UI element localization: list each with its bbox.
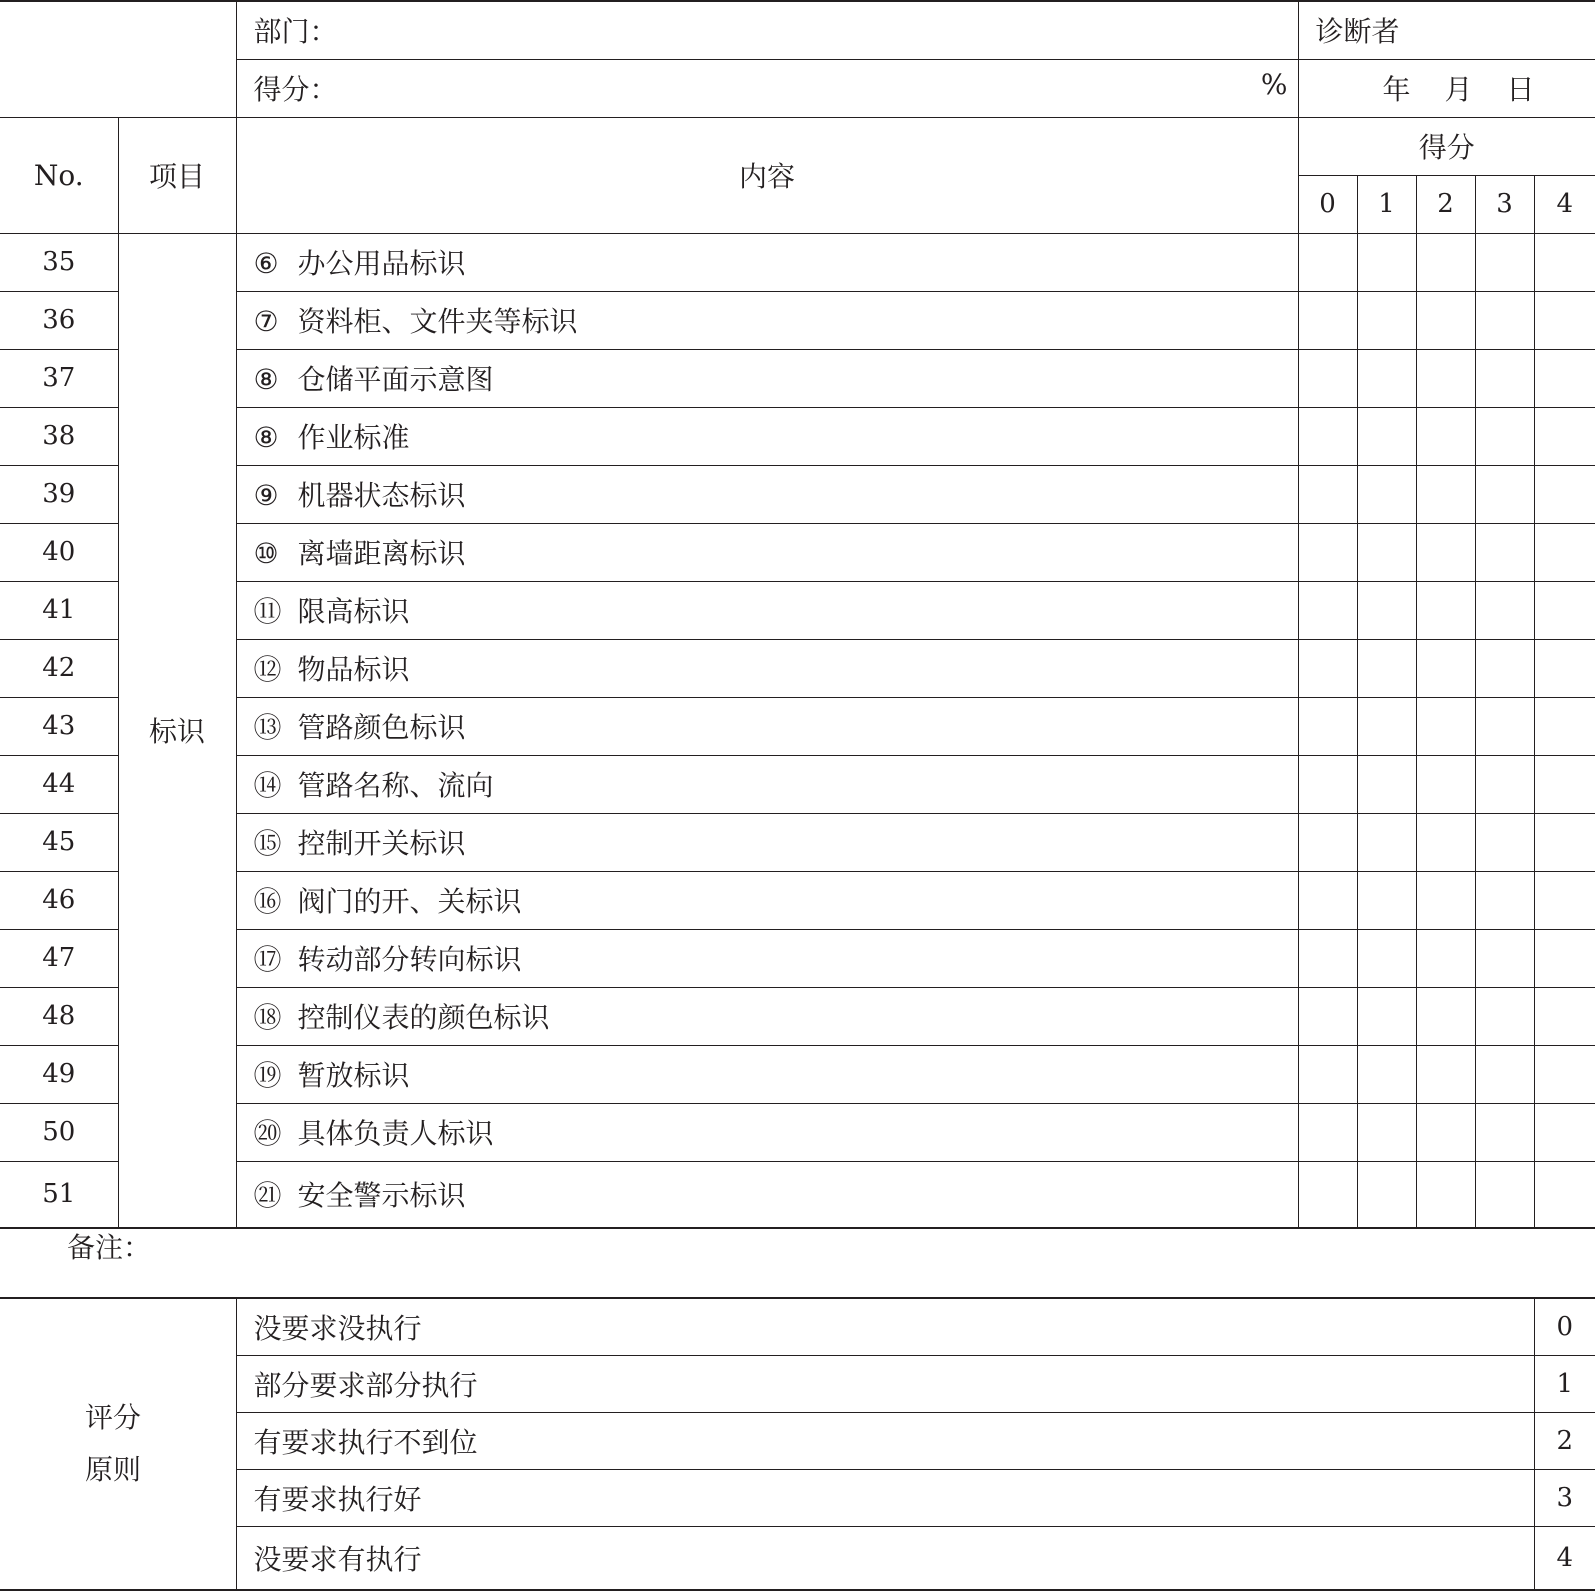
no-column-header: No. [0,117,118,233]
score-cell-3[interactable] [1475,233,1534,291]
score-cell-0[interactable] [1298,1161,1357,1228]
row-content [236,407,1298,465]
table-row [0,639,1595,697]
table-row [0,697,1595,755]
row-number: 47 [0,929,118,987]
score-cell-2[interactable] [1416,1161,1475,1228]
item-index-mark: ⑪ [253,595,282,628]
table-row [0,1045,1595,1103]
score-cell-3[interactable] [1475,813,1534,871]
row-content [236,349,1298,407]
item-index-mark: ㉑ [253,1179,282,1213]
score-cell-1[interactable] [1357,291,1416,349]
scoring-label-line2: 原则 [85,1453,142,1486]
scoring-rule-text: 有要求执行好 [236,1469,1534,1526]
score-cell-4[interactable] [1534,871,1595,929]
score-cell-2[interactable] [1416,581,1475,639]
row-content [236,465,1298,523]
score-cell-2[interactable] [1416,1103,1475,1161]
score-cell-1[interactable] [1357,697,1416,755]
row-number: 45 [0,813,118,871]
item-index-mark: ⑥ [253,247,279,280]
year-label: 年 [1382,73,1411,106]
score-level-2-header: 2 [1416,175,1475,233]
row-content [236,929,1298,987]
scoring-rule-score: 3 [1534,1469,1595,1526]
row-number: 46 [0,871,118,929]
row-content [236,987,1298,1045]
score-cell-2[interactable] [1416,813,1475,871]
diagnoser-field[interactable] [1298,1,1595,59]
score-cell-4[interactable] [1534,581,1595,639]
scoring-rule-score: 4 [1534,1526,1595,1590]
scoring-rule-row [0,1355,1595,1412]
score-cell-3[interactable] [1475,755,1534,813]
score-cell-3[interactable] [1475,407,1534,465]
date-field[interactable] [1298,59,1595,117]
score-cell-2[interactable] [1416,697,1475,755]
item-text: 机器状态标识 [297,479,466,512]
scoring-rule-score: 1 [1534,1355,1595,1412]
content-column-header: 内容 [236,117,1298,233]
row-content [236,813,1298,871]
scoring-rule-row [0,1469,1595,1526]
table-row [0,233,1595,291]
item-index-mark: ⑨ [253,479,279,512]
score-cell-0[interactable] [1298,291,1357,349]
score-cell-3[interactable] [1475,639,1534,697]
scoring-label-line1: 评分 [85,1401,142,1434]
score-cell-1[interactable] [1357,581,1416,639]
item-text: 安全警示标识 [297,1179,466,1213]
score-cell-2[interactable] [1416,291,1475,349]
scoring-rule-score: 2 [1534,1412,1595,1469]
item-text: 暂放标识 [297,1059,410,1092]
score-cell-4[interactable] [1534,465,1595,523]
score-cell-0[interactable] [1298,407,1357,465]
score-cell-1[interactable] [1357,813,1416,871]
table-row [0,523,1595,581]
score-cell-3[interactable] [1475,929,1534,987]
score-level-1-header: 1 [1357,175,1416,233]
score-cell-3[interactable] [1475,987,1534,1045]
row-number: 50 [0,1103,118,1161]
item-text: 转动部分转向标识 [297,943,522,976]
score-cell-0[interactable] [1298,697,1357,755]
row-number: 51 [0,1161,118,1228]
score-cell-2[interactable] [1416,523,1475,581]
score-cell-2[interactable] [1416,349,1475,407]
score-cell-3[interactable] [1475,1161,1534,1228]
row-number: 44 [0,755,118,813]
table-row [0,1103,1595,1161]
item-index-mark: ⑧ [253,421,279,454]
percent-sign: % [1260,68,1288,101]
table-row [0,1161,1595,1228]
score-cell-2[interactable] [1416,233,1475,291]
table-row [0,407,1595,465]
item-text: 控制仪表的颜色标识 [297,1001,550,1034]
score-cell-2[interactable] [1416,639,1475,697]
item-text: 仓储平面示意图 [297,363,494,396]
item-text: 物品标识 [297,653,410,686]
score-cell-2[interactable] [1416,871,1475,929]
score-cell-1[interactable] [1357,987,1416,1045]
score-cell-4[interactable] [1534,755,1595,813]
scoring-rule-row [0,1526,1595,1590]
item-index-mark: ⑬ [253,711,282,744]
score-cell-3[interactable] [1475,1045,1534,1103]
item-index-mark: ⑯ [253,885,282,918]
scoring-rule-row [0,1412,1595,1469]
score-cell-4[interactable] [1534,1161,1595,1228]
score-cell-3[interactable] [1475,871,1534,929]
score-cell-0[interactable] [1298,929,1357,987]
score-cell-4[interactable] [1534,1045,1595,1103]
score-cell-1[interactable] [1357,233,1416,291]
score-cell-0[interactable] [1298,871,1357,929]
item-index-mark: ⑰ [253,943,282,976]
row-number: 38 [0,407,118,465]
item-index-mark: ⑳ [253,1117,282,1150]
row-number: 39 [0,465,118,523]
row-content [236,1161,1298,1228]
score-cell-0[interactable] [1298,465,1357,523]
score-cell-3[interactable] [1475,349,1534,407]
item-index-mark: ⑮ [253,827,282,860]
score-cell-4[interactable] [1534,639,1595,697]
table-row [0,987,1595,1045]
score-cell-0[interactable] [1298,639,1357,697]
score-cell-2[interactable] [1416,1045,1475,1103]
row-number: 49 [0,1045,118,1103]
score-cell-4[interactable] [1534,523,1595,581]
score-cell-2[interactable] [1416,407,1475,465]
score-cell-0[interactable] [1298,349,1357,407]
scoring-rule-text: 有要求执行不到位 [236,1412,1534,1469]
row-number: 43 [0,697,118,755]
row-content [236,697,1298,755]
score-cell-3[interactable] [1475,581,1534,639]
table-row [0,813,1595,871]
score-cell-4[interactable] [1534,1103,1595,1161]
score-cell-4[interactable] [1534,233,1595,291]
score-level-4-header: 4 [1534,175,1595,233]
item-index-mark: ⑱ [253,1001,282,1034]
table-row [0,871,1595,929]
department-label: 部门： [253,15,338,49]
row-content [236,871,1298,929]
day-label: 日 [1506,73,1535,106]
score-cell-0[interactable] [1298,233,1357,291]
scoring-rule-row [0,1298,1595,1355]
score-cell-1[interactable] [1357,523,1416,581]
item-index-mark: ⑧ [253,363,279,396]
item-text: 限高标识 [297,595,410,628]
score-cell-4[interactable] [1534,407,1595,465]
score-cell-3[interactable] [1475,523,1534,581]
item-index-mark: ⑭ [253,769,282,802]
score-cell-0[interactable] [1298,813,1357,871]
score-cell-2[interactable] [1416,755,1475,813]
score-cell-4[interactable] [1534,349,1595,407]
row-content [236,755,1298,813]
scoring-rule-text: 部分要求部分执行 [236,1355,1534,1412]
item-text: 控制开关标识 [297,827,466,860]
score-cell-3[interactable] [1475,465,1534,523]
score-cell-4[interactable] [1534,697,1595,755]
scoring-rule-score: 0 [1534,1298,1595,1355]
score-cell-1[interactable] [1357,349,1416,407]
score-cell-3[interactable] [1475,291,1534,349]
score-cell-1[interactable] [1357,871,1416,929]
score-cell-1[interactable] [1357,407,1416,465]
row-number: 41 [0,581,118,639]
score-cell-0[interactable] [1298,987,1357,1045]
row-content [236,1103,1298,1161]
row-content [236,523,1298,581]
item-column-header: 项目 [118,117,236,233]
score-level-0-header: 0 [1298,175,1357,233]
score-cell-1[interactable] [1357,639,1416,697]
total-score-field[interactable] [236,59,1298,117]
score-cell-3[interactable] [1475,697,1534,755]
table-row [0,581,1595,639]
row-content [236,581,1298,639]
score-cell-1[interactable] [1357,755,1416,813]
row-number: 42 [0,639,118,697]
item-index-mark: ⑦ [253,305,279,338]
remark-label: 备注： [67,1231,152,1264]
table-row [0,755,1595,813]
item-index-mark: ⑲ [253,1059,282,1092]
item-text: 管路名称、流向 [297,769,494,802]
scoring-principles-table [0,1297,1595,1591]
item-text: 阀门的开、关标识 [297,885,522,918]
row-number: 37 [0,349,118,407]
table-row [0,349,1595,407]
diagnoser-label: 诊断者 [1315,15,1400,49]
item-text: 办公用品标识 [297,247,466,280]
row-number: 40 [0,523,118,581]
item-text: 资料柜、文件夹等标识 [297,305,578,338]
score-cell-1[interactable] [1357,1045,1416,1103]
table-row [0,929,1595,987]
row-content [236,639,1298,697]
score-column-header: 得分 [1298,117,1595,175]
item-index-mark: ⑫ [253,653,282,686]
row-number: 36 [0,291,118,349]
department-field[interactable] [236,1,1298,59]
scoring-rule-text: 没要求有执行 [236,1526,1534,1590]
score-cell-2[interactable] [1416,987,1475,1045]
score-cell-4[interactable] [1534,813,1595,871]
table-row [0,465,1595,523]
score-cell-1[interactable] [1357,1103,1416,1161]
item-text: 作业标准 [297,421,410,454]
item-text: 离墙距离标识 [297,537,466,570]
score-cell-0[interactable] [1298,1045,1357,1103]
row-number: 35 [0,233,118,291]
score-cell-2[interactable] [1416,929,1475,987]
row-number: 48 [0,987,118,1045]
score-cell-1[interactable] [1357,929,1416,987]
score-cell-4[interactable] [1534,291,1595,349]
score-cell-0[interactable] [1298,1103,1357,1161]
total-score-label: 得分： [253,73,338,106]
item-text: 具体负责人标识 [297,1117,494,1150]
item-text: 管路颜色标识 [297,711,466,744]
month-label: 月 [1444,73,1473,106]
scoring-principle-label [0,1298,236,1590]
score-cell-4[interactable] [1534,987,1595,1045]
score-cell-0[interactable] [1298,581,1357,639]
score-cell-1[interactable] [1357,465,1416,523]
item-index-mark: ⑩ [253,537,279,570]
score-cell-3[interactable] [1475,1103,1534,1161]
row-content [236,233,1298,291]
row-content [236,291,1298,349]
score-cell-2[interactable] [1416,465,1475,523]
category-label: 标识 [118,233,236,1228]
table-row [0,291,1595,349]
score-cell-4[interactable] [1534,929,1595,987]
score-cell-1[interactable] [1357,1161,1416,1228]
blank-corner-cell [0,1,236,117]
score-level-3-header: 3 [1475,175,1534,233]
row-content [236,1045,1298,1103]
score-cell-0[interactable] [1298,523,1357,581]
score-cell-0[interactable] [1298,755,1357,813]
scoring-rule-text: 没要求没执行 [236,1298,1534,1355]
